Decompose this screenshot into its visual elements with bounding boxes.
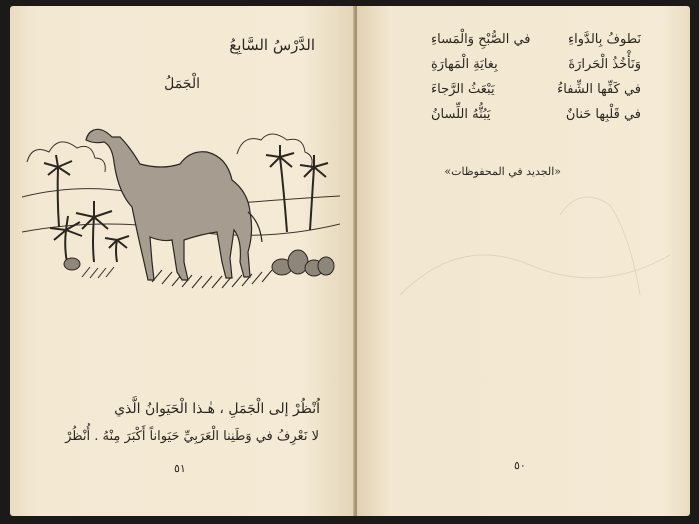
poem-verse xyxy=(431,107,641,132)
lesson-subtitle: الْجَمَلُ xyxy=(164,76,200,92)
verse-left: يَبْعَثُ الرَّجاءَ xyxy=(431,82,495,97)
verse-right: في كَفِّها الشِّفاءُ xyxy=(557,82,641,97)
camel-illustration xyxy=(22,112,340,302)
palm-tree-icon xyxy=(266,145,328,232)
verse-left: بِغايَةِ الْمَهارَةِ xyxy=(431,57,498,72)
rocks-icon xyxy=(64,250,334,276)
verse-right: في قَلْبِها حَنانٌ xyxy=(565,107,641,122)
lesson-title: الدَّرْسُ السَّابِعُ xyxy=(229,36,315,54)
paragraph-line-2: لا نَعْرِفُ في وَطَنِنا الْعَرَبِيِّ حَيَواناً أَكْبَرَ مِنْهُ . أُنْظُرْ xyxy=(65,429,319,444)
page-number-right: ٥٠ xyxy=(514,459,526,472)
poem-verse xyxy=(431,82,641,107)
poem-verse xyxy=(431,32,641,57)
page-number-left: ٥١ xyxy=(174,462,186,475)
poem-verse xyxy=(431,57,641,82)
paragraph-line-1: اُنْظُرْ إلى الْجَمَلِ ، هٰـذا الْحَيَوانُ الَّذي xyxy=(114,401,320,417)
camel-icon xyxy=(86,129,262,280)
verse-right: وَنَأْخُذُ الْحَرارَةَ xyxy=(568,57,641,72)
poem xyxy=(431,32,641,132)
poem-source: «الجديد في المحفوظات» xyxy=(444,165,561,178)
verse-right: نَطوفُ بِالدَّواءِ xyxy=(568,32,641,47)
verse-left: يَبُثُّهُ اللِّسانُ xyxy=(431,107,491,122)
show-through-illustration xyxy=(380,175,680,325)
verse-left: في الصُّبْحِ وَالْمَساءِ xyxy=(431,32,531,47)
